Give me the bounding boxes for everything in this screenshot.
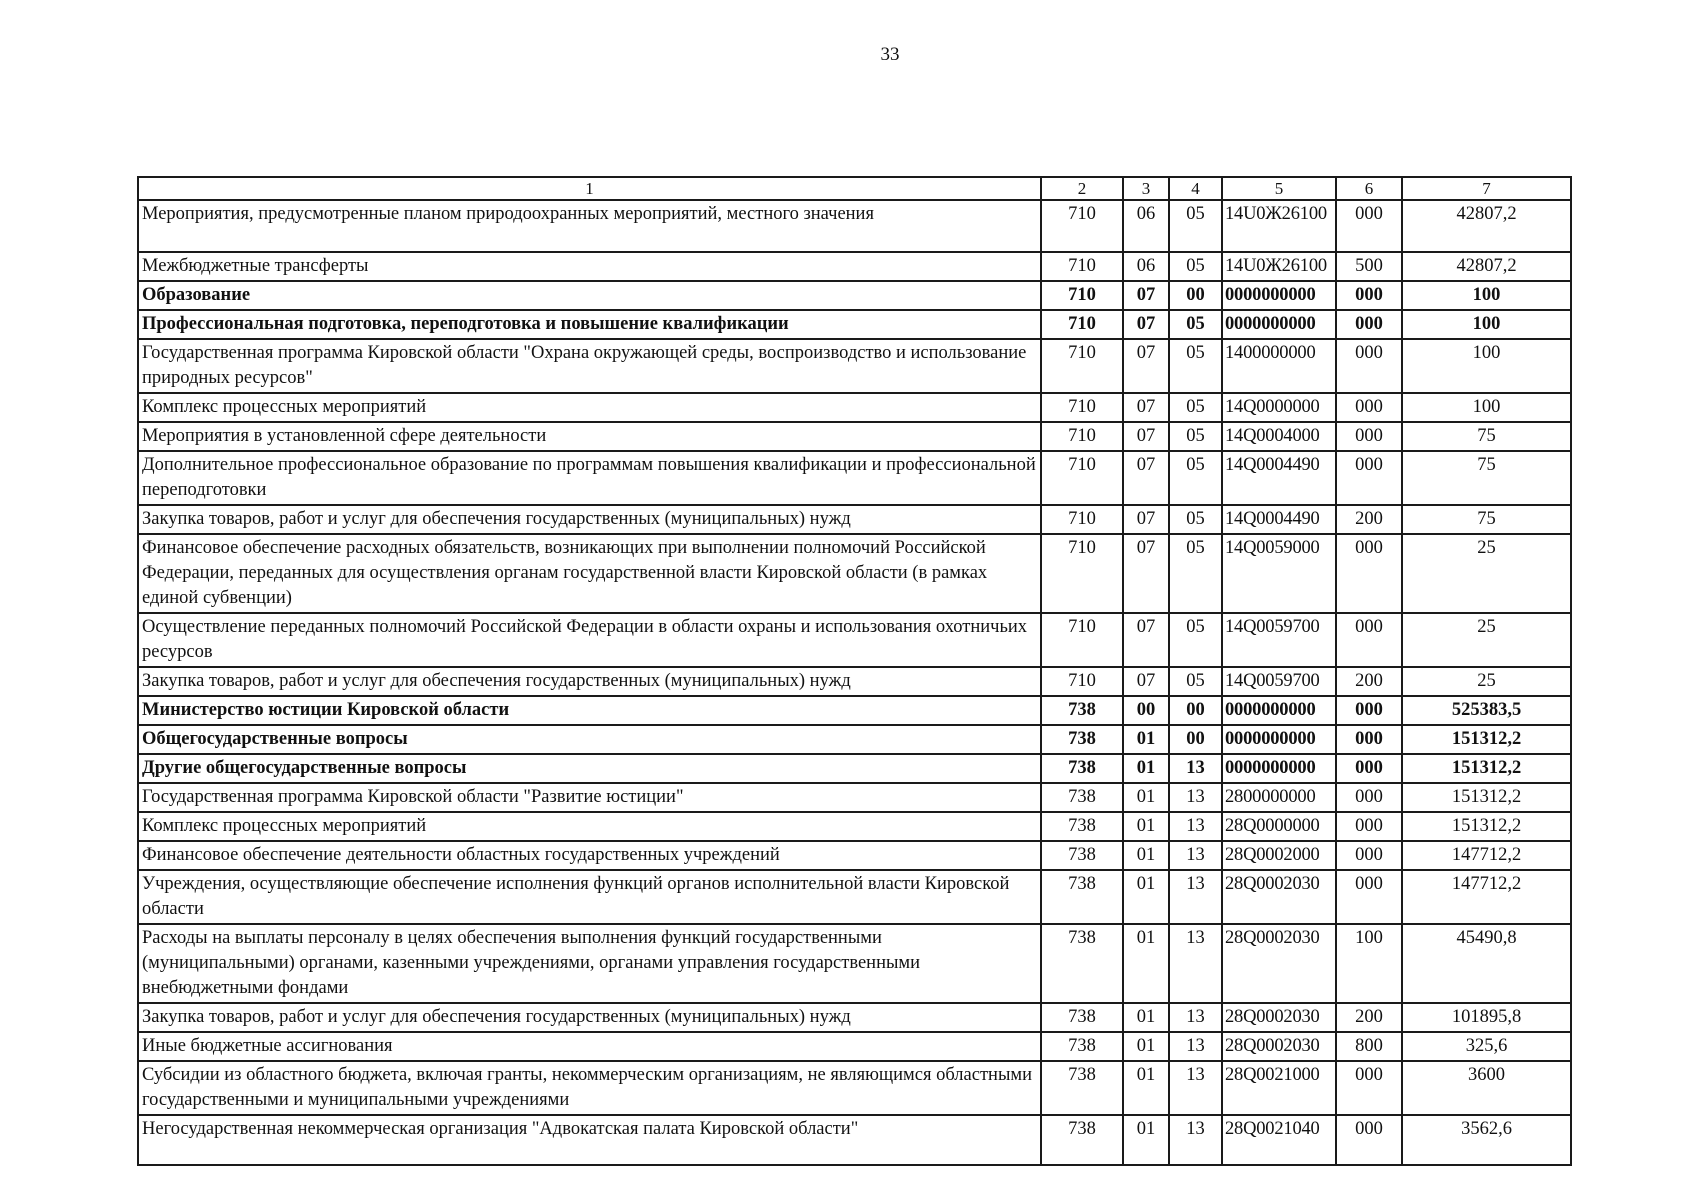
expense-name-cell: Расходы на выплаты персоналу в целях обеспечения выполнения функций государственными (муниципальными) органами, казенными учреждениями, органами управления государственными внебюджетными фондами: [138, 924, 1041, 1003]
expense-type-cell: 000: [1336, 281, 1402, 310]
section-code-cell: 07: [1123, 613, 1169, 667]
amount-cell: 42807,2: [1402, 200, 1571, 252]
expense-type-cell: 000: [1336, 841, 1402, 870]
expense-name-cell: Осуществление переданных полномочий Российской Федерации в области охраны и использования охотничьих ресурсов: [138, 613, 1041, 667]
table-row: [138, 422, 1571, 451]
amount-cell: 101895,8: [1402, 1003, 1571, 1032]
expense-type-cell: 200: [1336, 667, 1402, 696]
expense-type-cell: 000: [1336, 725, 1402, 754]
amount-cell: 151312,2: [1402, 812, 1571, 841]
table-row: [138, 281, 1571, 310]
subsection-code-cell: 00: [1169, 725, 1222, 754]
expense-type-cell: 500: [1336, 252, 1402, 281]
admin-code-cell: 710: [1041, 451, 1123, 505]
amount-cell: 151312,2: [1402, 754, 1571, 783]
amount-cell: 75: [1402, 505, 1571, 534]
column-header: 3: [1123, 177, 1169, 200]
table-row: [138, 393, 1571, 422]
column-header: 1: [138, 177, 1041, 200]
expense-type-cell: 000: [1336, 393, 1402, 422]
expense-type-cell: 200: [1336, 1003, 1402, 1032]
expense-type-cell: 000: [1336, 534, 1402, 613]
target-article-cell: 28Q0002030: [1222, 924, 1336, 1003]
amount-cell: 25: [1402, 534, 1571, 613]
expense-name-cell: Иные бюджетные ассигнования: [138, 1032, 1041, 1061]
section-code-cell: 01: [1123, 924, 1169, 1003]
target-article-cell: 1400000000: [1222, 339, 1336, 393]
expense-name-cell: Межбюджетные трансферты: [138, 252, 1041, 281]
table-row: [138, 754, 1571, 783]
amount-cell: 147712,2: [1402, 841, 1571, 870]
column-header: 4: [1169, 177, 1222, 200]
section-code-cell: 01: [1123, 1115, 1169, 1165]
target-article-cell: 14Q0059000: [1222, 534, 1336, 613]
amount-cell: 25: [1402, 613, 1571, 667]
page-number: 33: [880, 44, 900, 65]
expense-name-cell: Закупка товаров, работ и услуг для обеспечения государственных (муниципальных) нужд: [138, 1003, 1041, 1032]
amount-cell: 100: [1402, 310, 1571, 339]
subsection-code-cell: 05: [1169, 613, 1222, 667]
admin-code-cell: 710: [1041, 613, 1123, 667]
target-article-cell: 28Q0002030: [1222, 1003, 1336, 1032]
target-article-cell: 0000000000: [1222, 725, 1336, 754]
amount-cell: 147712,2: [1402, 870, 1571, 924]
expense-name-cell: Дополнительное профессиональное образование по программам повышения квалификации и профессиональной переподготовки: [138, 451, 1041, 505]
amount-cell: 42807,2: [1402, 252, 1571, 281]
section-code-cell: 07: [1123, 393, 1169, 422]
section-code-cell: 01: [1123, 1003, 1169, 1032]
subsection-code-cell: 13: [1169, 1003, 1222, 1032]
section-code-cell: 00: [1123, 696, 1169, 725]
column-header: 6: [1336, 177, 1402, 200]
column-header: 2: [1041, 177, 1123, 200]
table-row: [138, 783, 1571, 812]
section-code-cell: 01: [1123, 841, 1169, 870]
admin-code-cell: 738: [1041, 870, 1123, 924]
admin-code-cell: 738: [1041, 696, 1123, 725]
expense-type-cell: 800: [1336, 1032, 1402, 1061]
expense-name-cell: Образование: [138, 281, 1041, 310]
target-article-cell: 0000000000: [1222, 310, 1336, 339]
admin-code-cell: 738: [1041, 783, 1123, 812]
subsection-code-cell: 05: [1169, 339, 1222, 393]
expense-name-cell: Финансовое обеспечение деятельности областных государственных учреждений: [138, 841, 1041, 870]
subsection-code-cell: 05: [1169, 200, 1222, 252]
table-row: [138, 841, 1571, 870]
admin-code-cell: 710: [1041, 422, 1123, 451]
table-row: [138, 310, 1571, 339]
amount-cell: 100: [1402, 281, 1571, 310]
expense-name-cell: Мероприятия в установленной сфере деятельности: [138, 422, 1041, 451]
subsection-code-cell: 05: [1169, 505, 1222, 534]
column-number-row: [138, 177, 1571, 200]
section-code-cell: 01: [1123, 754, 1169, 783]
expense-type-cell: 000: [1336, 870, 1402, 924]
section-code-cell: 01: [1123, 812, 1169, 841]
expense-type-cell: 000: [1336, 339, 1402, 393]
target-article-cell: 0000000000: [1222, 281, 1336, 310]
table-row: [138, 534, 1571, 613]
amount-cell: 100: [1402, 339, 1571, 393]
target-article-cell: 0000000000: [1222, 696, 1336, 725]
subsection-code-cell: 05: [1169, 393, 1222, 422]
admin-code-cell: 710: [1041, 310, 1123, 339]
admin-code-cell: 738: [1041, 1061, 1123, 1115]
section-code-cell: 01: [1123, 1061, 1169, 1115]
expense-name-cell: Другие общегосударственные вопросы: [138, 754, 1041, 783]
target-article-cell: 14Q0059700: [1222, 613, 1336, 667]
target-article-cell: 14Q0059700: [1222, 667, 1336, 696]
subsection-code-cell: 00: [1169, 281, 1222, 310]
expense-name-cell: Учреждения, осуществляющие обеспечение исполнения функций органов исполнительной власти Кировской области: [138, 870, 1041, 924]
expense-type-cell: 000: [1336, 1115, 1402, 1165]
admin-code-cell: 710: [1041, 281, 1123, 310]
section-code-cell: 07: [1123, 451, 1169, 505]
subsection-code-cell: 05: [1169, 667, 1222, 696]
table-row: [138, 1115, 1571, 1165]
section-code-cell: 06: [1123, 252, 1169, 281]
table-row: [138, 870, 1571, 924]
admin-code-cell: 710: [1041, 393, 1123, 422]
admin-code-cell: 710: [1041, 200, 1123, 252]
amount-cell: 151312,2: [1402, 783, 1571, 812]
table-row: [138, 725, 1571, 754]
expense-type-cell: 000: [1336, 613, 1402, 667]
expense-type-cell: 000: [1336, 310, 1402, 339]
subsection-code-cell: 05: [1169, 534, 1222, 613]
expense-name-cell: Комплекс процессных мероприятий: [138, 812, 1041, 841]
table-row: [138, 667, 1571, 696]
subsection-code-cell: 05: [1169, 451, 1222, 505]
expense-name-cell: Финансовое обеспечение расходных обязательств, возникающих при выполнении полномочий Российской Федерации, переданных для осуществления органам государственной власти Кировской области (в рамках единой субвенции): [138, 534, 1041, 613]
amount-cell: 75: [1402, 451, 1571, 505]
target-article-cell: 28Q0000000: [1222, 812, 1336, 841]
section-code-cell: 07: [1123, 281, 1169, 310]
expense-name-cell: Закупка товаров, работ и услуг для обеспечения государственных (муниципальных) нужд: [138, 667, 1041, 696]
expense-name-cell: Мероприятия, предусмотренные планом природоохранных мероприятий, местного значения: [138, 200, 1041, 252]
target-article-cell: 14Q0000000: [1222, 393, 1336, 422]
expense-name-cell: Субсидии из областного бюджета, включая гранты, некоммерческим организациям, не являющимся областными государственными и муниципальными учреждениями: [138, 1061, 1041, 1115]
target-article-cell: 28Q0021040: [1222, 1115, 1336, 1165]
admin-code-cell: 738: [1041, 754, 1123, 783]
expense-type-cell: 000: [1336, 812, 1402, 841]
admin-code-cell: 710: [1041, 252, 1123, 281]
expense-type-cell: 000: [1336, 783, 1402, 812]
admin-code-cell: 738: [1041, 1032, 1123, 1061]
admin-code-cell: 738: [1041, 1115, 1123, 1165]
target-article-cell: 14Q0004000: [1222, 422, 1336, 451]
admin-code-cell: 738: [1041, 812, 1123, 841]
table-row: [138, 1003, 1571, 1032]
column-header: 7: [1402, 177, 1571, 200]
table-row: [138, 613, 1571, 667]
table-row: [138, 339, 1571, 393]
subsection-code-cell: 13: [1169, 841, 1222, 870]
table-row: [138, 451, 1571, 505]
expense-type-cell: 000: [1336, 451, 1402, 505]
expense-type-cell: 000: [1336, 1061, 1402, 1115]
table-row: [138, 505, 1571, 534]
expense-type-cell: 000: [1336, 200, 1402, 252]
admin-code-cell: 710: [1041, 339, 1123, 393]
amount-cell: 100: [1402, 393, 1571, 422]
expense-name-cell: Министерство юстиции Кировской области: [138, 696, 1041, 725]
section-code-cell: 01: [1123, 725, 1169, 754]
amount-cell: 3562,6: [1402, 1115, 1571, 1165]
target-article-cell: 0000000000: [1222, 754, 1336, 783]
admin-code-cell: 738: [1041, 841, 1123, 870]
target-article-cell: 14Q0004490: [1222, 505, 1336, 534]
subsection-code-cell: 05: [1169, 252, 1222, 281]
expense-name-cell: Профессиональная подготовка, переподготовка и повышение квалификации: [138, 310, 1041, 339]
subsection-code-cell: 00: [1169, 696, 1222, 725]
table-row: [138, 1061, 1571, 1115]
expense-name-cell: Комплекс процессных мероприятий: [138, 393, 1041, 422]
section-code-cell: 01: [1123, 870, 1169, 924]
section-code-cell: 07: [1123, 310, 1169, 339]
target-article-cell: 28Q0002000: [1222, 841, 1336, 870]
target-article-cell: 14U0Ж26100: [1222, 252, 1336, 281]
section-code-cell: 06: [1123, 200, 1169, 252]
amount-cell: 25: [1402, 667, 1571, 696]
subsection-code-cell: 13: [1169, 783, 1222, 812]
amount-cell: 525383,5: [1402, 696, 1571, 725]
admin-code-cell: 710: [1041, 534, 1123, 613]
expense-type-cell: 000: [1336, 754, 1402, 783]
section-code-cell: 07: [1123, 505, 1169, 534]
subsection-code-cell: 05: [1169, 310, 1222, 339]
amount-cell: 75: [1402, 422, 1571, 451]
subsection-code-cell: 13: [1169, 1032, 1222, 1061]
expense-name-cell: Государственная программа Кировской области "Развитие юстиции": [138, 783, 1041, 812]
subsection-code-cell: 13: [1169, 870, 1222, 924]
subsection-code-cell: 13: [1169, 812, 1222, 841]
amount-cell: 3600: [1402, 1061, 1571, 1115]
section-code-cell: 01: [1123, 783, 1169, 812]
expense-type-cell: 200: [1336, 505, 1402, 534]
section-code-cell: 07: [1123, 422, 1169, 451]
section-code-cell: 07: [1123, 667, 1169, 696]
target-article-cell: 28Q0021000: [1222, 1061, 1336, 1115]
column-header: 5: [1222, 177, 1336, 200]
table-row: [138, 924, 1571, 1003]
expense-type-cell: 000: [1336, 422, 1402, 451]
table-row: [138, 696, 1571, 725]
expense-name-cell: Государственная программа Кировской области "Охрана окружающей среды, воспроизводство и использование природных ресурсов": [138, 339, 1041, 393]
subsection-code-cell: 13: [1169, 924, 1222, 1003]
subsection-code-cell: 13: [1169, 1115, 1222, 1165]
admin-code-cell: 710: [1041, 505, 1123, 534]
target-article-cell: 14Q0004490: [1222, 451, 1336, 505]
admin-code-cell: 738: [1041, 725, 1123, 754]
admin-code-cell: 738: [1041, 1003, 1123, 1032]
expense-name-cell: Общегосударственные вопросы: [138, 725, 1041, 754]
admin-code-cell: 738: [1041, 924, 1123, 1003]
expense-type-cell: 100: [1336, 924, 1402, 1003]
subsection-code-cell: 05: [1169, 422, 1222, 451]
table-row: [138, 812, 1571, 841]
table-row: [138, 252, 1571, 281]
table-row: [138, 1032, 1571, 1061]
subsection-code-cell: 13: [1169, 754, 1222, 783]
budget-table: [137, 176, 1572, 1166]
amount-cell: 325,6: [1402, 1032, 1571, 1061]
subsection-code-cell: 13: [1169, 1061, 1222, 1115]
target-article-cell: 28Q0002030: [1222, 870, 1336, 924]
section-code-cell: 01: [1123, 1032, 1169, 1061]
section-code-cell: 07: [1123, 534, 1169, 613]
expense-type-cell: 000: [1336, 696, 1402, 725]
amount-cell: 151312,2: [1402, 725, 1571, 754]
section-code-cell: 07: [1123, 339, 1169, 393]
target-article-cell: 2800000000: [1222, 783, 1336, 812]
target-article-cell: 28Q0002030: [1222, 1032, 1336, 1061]
table-body: [138, 177, 1571, 1165]
target-article-cell: 14U0Ж26100: [1222, 200, 1336, 252]
amount-cell: 45490,8: [1402, 924, 1571, 1003]
table-row: [138, 200, 1571, 252]
expense-name-cell: Закупка товаров, работ и услуг для обеспечения государственных (муниципальных) нужд: [138, 505, 1041, 534]
admin-code-cell: 710: [1041, 667, 1123, 696]
expense-name-cell: Негосударственная некоммерческая организация "Адвокатская палата Кировской области": [138, 1115, 1041, 1165]
